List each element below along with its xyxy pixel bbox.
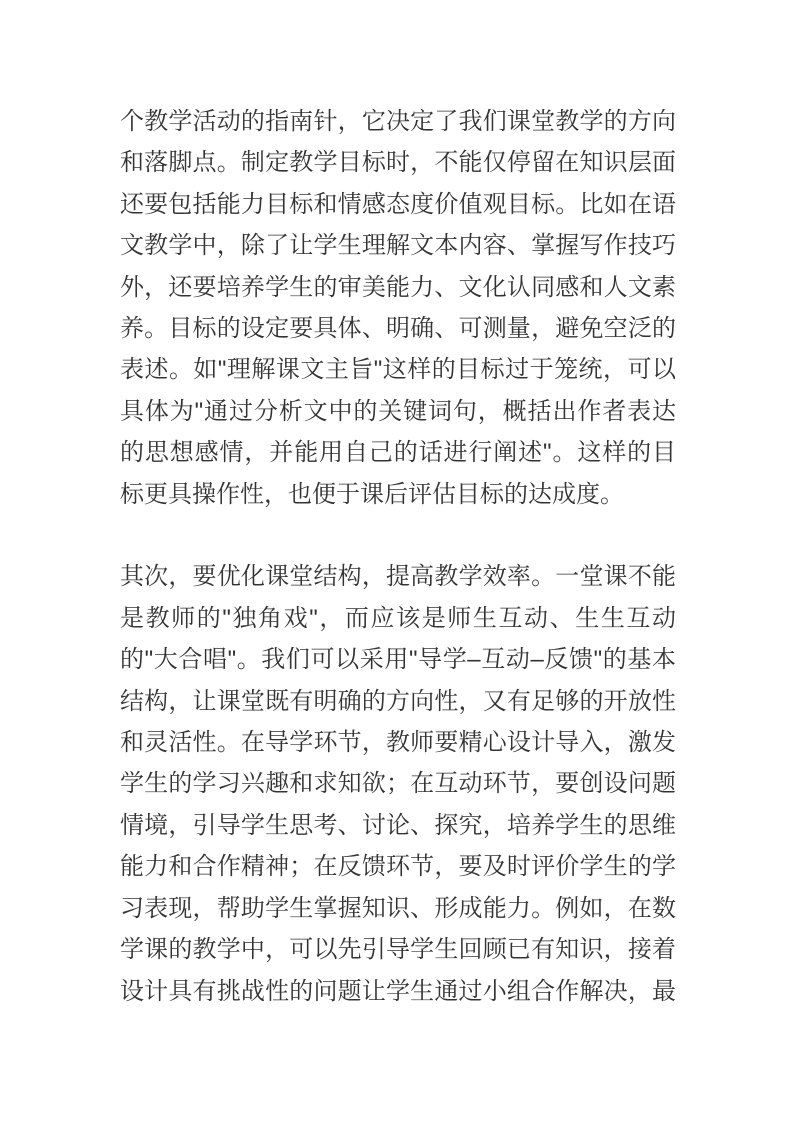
text-line: 的"大合唱"。我们可以采用"导学–互动–反馈"的基本 — [120, 646, 676, 674]
text-line: 文教学中，除了让学生理解文本内容、掌握写作技巧 — [120, 232, 676, 260]
text-line: 其次，要优化课堂结构，提高教学效率。一堂课不能 — [120, 563, 676, 591]
text-line: 外，还要培养学生的审美能力、文化认同感和人文素 — [120, 273, 676, 301]
text-line: 具体为"通过分析文中的关键词句，概括出作者表达 — [120, 397, 676, 425]
text-line: 还要包括能力目标和情感态度价值观目标。比如在语 — [120, 190, 676, 218]
document-body — [120, 101, 676, 1012]
text-line: 结构，让课堂既有明确的方向性，又有足够的开放性 — [120, 687, 676, 715]
paragraph-teaching-objectives — [120, 101, 676, 515]
text-line: 情境，引导学生思考、讨论、探究，培养学生的思维 — [120, 811, 676, 839]
text-line: 学生的学习兴趣和求知欲；在互动环节，要创设问题 — [120, 770, 676, 798]
text-line: 的思想感情，并能用自己的话进行阐述"。这样的目 — [120, 439, 676, 467]
text-line: 习表现，帮助学生掌握知识、形成能力。例如，在数 — [120, 894, 676, 922]
paragraph-classroom-structure — [120, 556, 676, 1011]
text-line: 标更具操作性，也便于课后评估目标的达成度。 — [120, 480, 624, 508]
text-line: 个教学活动的指南针，它决定了我们课堂教学的方向 — [120, 108, 676, 135]
text-line: 是教师的"独角戏"，而应该是师生互动、生生互动 — [120, 604, 676, 632]
text-line: 表述。如"理解课文主旨"这样的目标过于笼统，可以 — [120, 356, 676, 384]
text-line: 设计具有挑战性的问题让学生通过小组合作解决，最 — [120, 977, 676, 1005]
text-line: 养。目标的设定要具体、明确、可测量，避免空泛的 — [120, 315, 676, 343]
text-line: 学课的教学中，可以先引导学生回顾已有知识，接着 — [120, 936, 676, 964]
text-line: 和落脚点。制定教学目标时，不能仅停留在知识层面 — [120, 149, 676, 177]
text-line: 能力和合作精神；在反馈环节，要及时评价学生的学 — [120, 853, 676, 881]
text-line: 和灵活性。在导学环节，教师要精心设计导入，激发 — [120, 729, 676, 757]
